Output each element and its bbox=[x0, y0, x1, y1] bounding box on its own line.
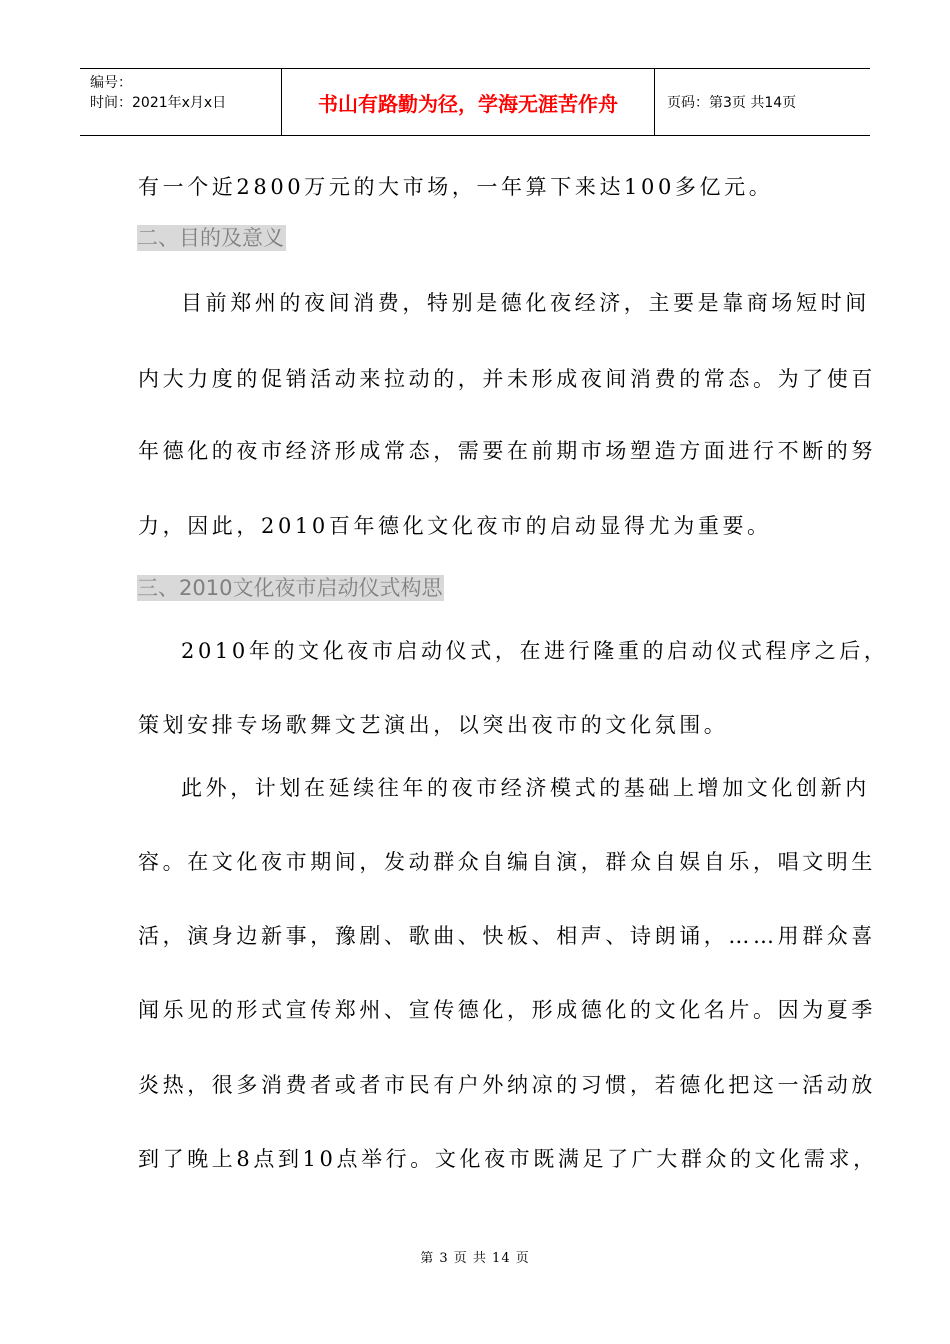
paragraph-line: 2010年的文化夜市启动仪式，在进行隆重的启动仪式程序之后， bbox=[181, 639, 889, 663]
paragraph-line: 到了晚上8点到10点举行。文化夜市既满足了广大群众的文化需求， bbox=[138, 1147, 878, 1171]
paragraph-line: 此外，计划在延续往年的夜市经济模式的基础上增加文化创新内 bbox=[181, 776, 870, 800]
page-footer: 第 3 页 共 14 页 bbox=[420, 1251, 530, 1266]
paragraph-line: 闻乐见的形式宣传郑州、宣传德化，形成德化的文化名片。因为夏季 bbox=[138, 998, 876, 1022]
header-page-info: 页码：第3页 共14页 bbox=[667, 95, 797, 111]
document-number-label: 编号： bbox=[90, 75, 132, 91]
document-header bbox=[80, 68, 870, 136]
paragraph-line: 容。在文化夜市期间，发动群众自编自演，群众自娱自乐，唱文明生 bbox=[138, 850, 876, 874]
document-time-label: 时间：2021年x月x日 bbox=[90, 95, 227, 111]
paragraph-line: 力，因此，2010百年德化文化夜市的启动显得尤为重要。 bbox=[138, 514, 772, 538]
paragraph-line: 活，演身边新事，豫剧、歌曲、快板、相声、诗朗诵，……用群众喜 bbox=[138, 924, 876, 948]
section-heading-ceremony: 三、2010文化夜市启动仪式构思 bbox=[137, 576, 443, 600]
header-motto: 书山有路勤为径，学海无涯苦作舟 bbox=[282, 69, 655, 135]
section-heading-purpose: 二、目的及意义 bbox=[137, 226, 284, 250]
paragraph-line: 目前郑州的夜间消费，特别是德化夜经济，主要是靠商场短时间 bbox=[181, 291, 870, 315]
paragraph-line: 策划安排专场歌舞文艺演出，以突出夜市的文化氛围。 bbox=[138, 713, 729, 737]
paragraph-line: 有一个近2800万元的大市场，一年算下来达100多亿元。 bbox=[138, 175, 774, 199]
paragraph-line: 炎热，很多消费者或者市民有户外纳凉的习惯，若德化把这一活动放 bbox=[138, 1073, 876, 1097]
paragraph-line: 内大力度的促销活动来拉动的，并未形成夜间消费的常态。为了使百 bbox=[138, 367, 876, 391]
header-meta-cell bbox=[80, 69, 282, 135]
paragraph-line: 年德化的夜市经济形成常态，需要在前期市场塑造方面进行不断的努 bbox=[138, 439, 876, 463]
